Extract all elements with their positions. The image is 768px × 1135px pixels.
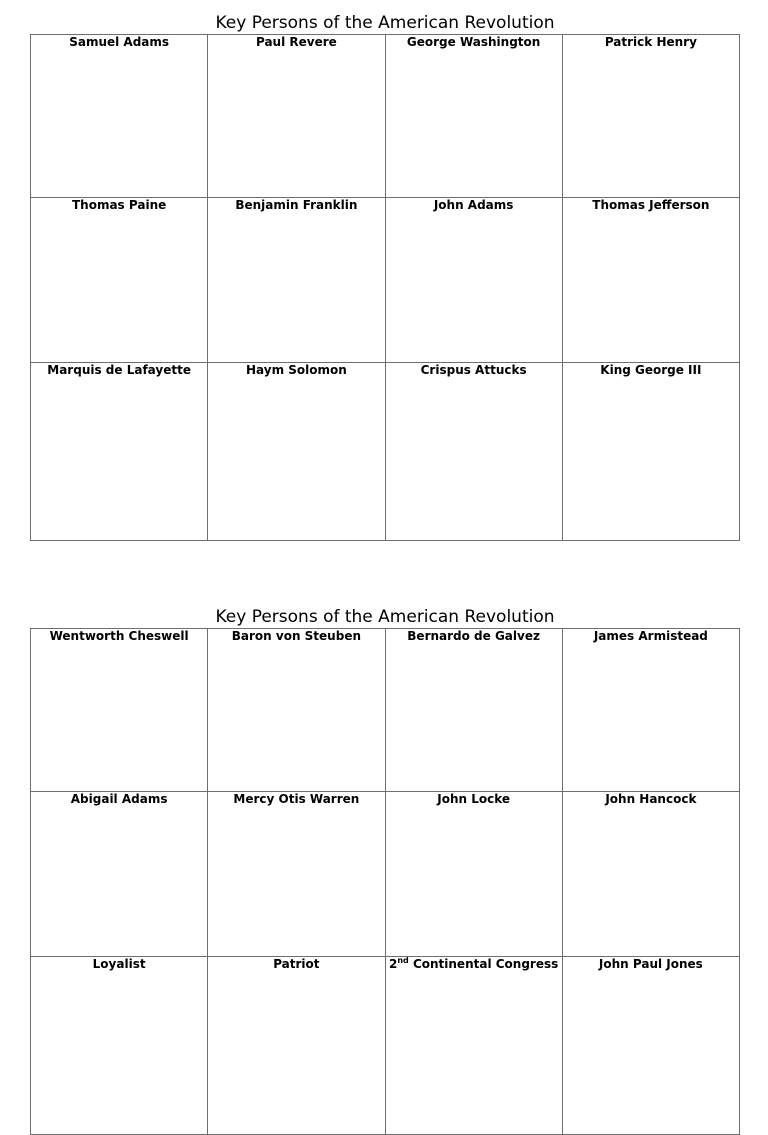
cell-label: Paul Revere xyxy=(255,35,337,49)
grid-cell xyxy=(562,792,739,957)
cell-label: Baron von Steuben xyxy=(231,629,361,643)
cell-label: Abigail Adams xyxy=(70,792,168,806)
grid-cell xyxy=(31,957,208,1135)
grid-cell xyxy=(208,35,385,198)
cell-label: Patriot xyxy=(273,957,320,971)
ordinal-suffix: nd xyxy=(397,956,409,965)
cell-label: John Paul Jones xyxy=(598,957,703,971)
grid-cell xyxy=(385,957,562,1135)
grid-cell xyxy=(562,198,739,363)
grid-row xyxy=(31,198,740,363)
grid-cell xyxy=(385,35,562,198)
cell-label: Samuel Adams xyxy=(69,35,170,49)
cell-label: Crispus Attucks xyxy=(420,363,527,377)
grid-cell xyxy=(385,629,562,792)
grid-cell xyxy=(208,198,385,363)
grid-cell xyxy=(31,792,208,957)
grid-cell xyxy=(31,35,208,198)
grid-cell xyxy=(562,363,739,541)
cell-label: Marquis de Lafayette xyxy=(47,363,191,377)
cell-label: Loyalist xyxy=(92,957,146,971)
section-1-title: Key Persons of the American Revolution xyxy=(215,13,555,33)
cell-label: Thomas Paine xyxy=(71,198,167,212)
grid-cell xyxy=(31,198,208,363)
grid-cell xyxy=(385,363,562,541)
grid-row xyxy=(31,792,740,957)
grid-cell xyxy=(385,198,562,363)
grid-row xyxy=(31,957,740,1135)
key-persons-grid-2 xyxy=(30,628,740,1135)
grid-cell xyxy=(385,792,562,957)
cell-label: Patrick Henry xyxy=(604,35,697,49)
cell-label: John Hancock xyxy=(605,792,697,806)
grid-row xyxy=(31,629,740,792)
cell-label: King George III xyxy=(600,363,702,377)
cell-label: George Washington xyxy=(406,35,541,49)
grid-cell xyxy=(31,629,208,792)
cell-label: Haym Solomon xyxy=(245,363,347,377)
grid-cell xyxy=(31,363,208,541)
cell-label: John Locke xyxy=(437,792,511,806)
grid-cell xyxy=(562,35,739,198)
cell-label-continental-congress xyxy=(386,957,562,971)
grid-cell xyxy=(208,363,385,541)
cell-label: Mercy Otis Warren xyxy=(233,792,360,806)
section-2-title: Key Persons of the American Revolution xyxy=(215,607,555,627)
cell-label: Thomas Jefferson xyxy=(592,198,710,212)
cell-label: Bernardo de Galvez xyxy=(407,629,540,643)
ordinal-number: 2 xyxy=(388,957,398,971)
grid-row xyxy=(31,363,740,541)
grid-cell xyxy=(208,957,385,1135)
grid-row xyxy=(31,35,740,198)
key-persons-grid-1 xyxy=(30,34,740,541)
cell-label: Benjamin Franklin xyxy=(235,198,358,212)
grid-cell xyxy=(208,792,385,957)
grid-cell xyxy=(208,629,385,792)
grid-cell xyxy=(562,957,739,1135)
cell-label: John Adams xyxy=(433,198,514,212)
grid-cell xyxy=(562,629,739,792)
congress-name: Continental Congress xyxy=(408,957,559,971)
cell-label: James Armistead xyxy=(593,629,708,643)
cell-label: Wentworth Cheswell xyxy=(49,629,189,643)
